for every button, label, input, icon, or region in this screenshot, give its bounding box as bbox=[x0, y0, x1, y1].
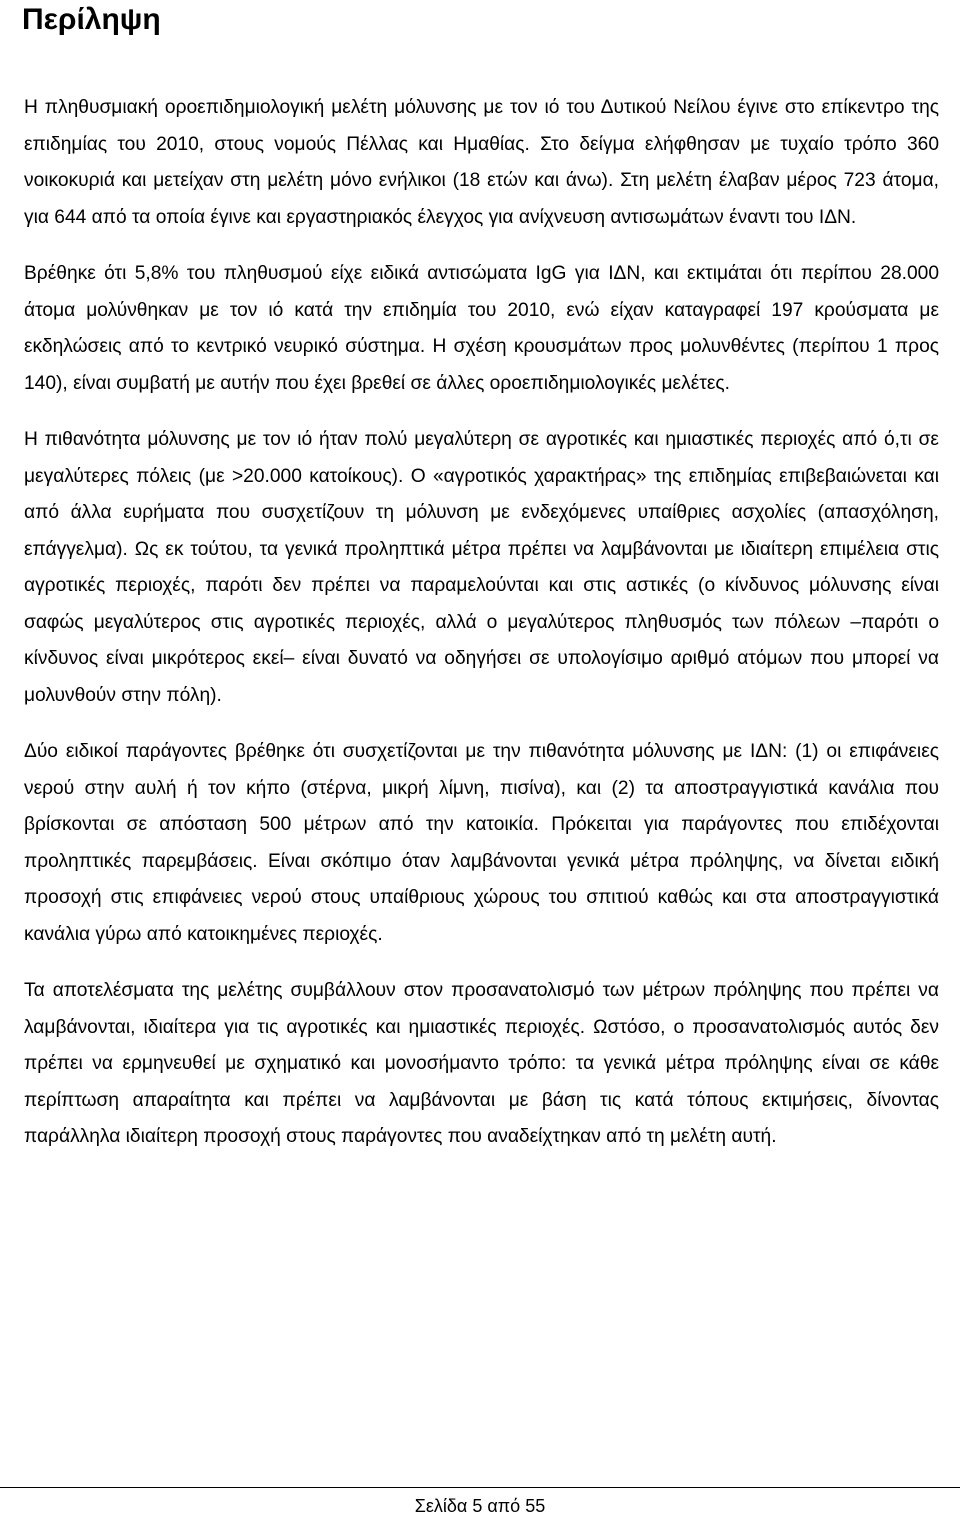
footer-divider bbox=[0, 1487, 960, 1488]
page-number: Σελίδα 5 από 55 bbox=[414, 1496, 546, 1516]
document-body bbox=[24, 90, 939, 1176]
page-title: Περίληψη bbox=[22, 3, 161, 36]
paragraph-2: Βρέθηκε ότι 5,8% του πληθυσμού είχε ειδικά αντισώματα IgG για ΙΔΝ, και εκτιμάται ότι περίπου 28.000 άτομα μολύνθηκαν με τον ιό κατά την επιδημία του 2010, ενώ είχαν καταγραφεί 197 κρούσματα με εκδηλώσεις από το κεντρικό νευρικό σύστημα. Η σχέση κρουσμάτων προς μολυνθέντες (περίπου 1 προς 140), είναι συμβατή με αυτήν που έχει βρεθεί σε άλλες οροεπιδημιολογικές μελέτες. bbox=[24, 263, 939, 394]
paragraph-3: Η πιθανότητα μόλυνσης με τον ιό ήταν πολύ μεγαλύτερη σε αγροτικές και ημιαστικές περιοχές από ό,τι σε μεγαλύτερες πόλεις (με >20.000 κατοίκους). Ο «αγροτικός χαρακτήρας» της επιδημίας επιβεβαιώνεται και από άλλα ευρήματα που συσχετίζουν τη μόλυνση με ενδεχόμενες υπαίθριες ασχολίες (απασχόληση, επάγγελμα). Ως εκ τούτου, τα γενικά προληπτικά μέτρα πρέπει να λαμβάνονται με ιδιαίτερη επιμέλεια στις αγροτικές περιοχές, παρότι δεν πρέπει να παραμελούνται και στις αστικές (ο κίνδυνος μόλυνσης είναι σαφώς μεγαλύτερος στις αγροτικές περιοχές, αλλά ο μεγαλύτερος πληθυσμός των πόλεων –παρότι ο κίνδυνος είναι μικρότερος εκεί– είναι δυνατό να οδηγήσει σε υπολογίσιμο αριθμό ατόμων που μπορεί να μολυνθούν στην πόλη). bbox=[24, 429, 939, 706]
paragraph-4: Δύο ειδικοί παράγοντες βρέθηκε ότι συσχετίζονται με την πιθανότητα μόλυνσης με ΙΔΝ: (1) οι επιφάνειες νερού στην αυλή ή τον κήπο (στέρνα, μικρή λίμνη, πισίνα), και (2) τα αποστραγγιστικά κανάλια που βρίσκονται σε απόσταση 500 μέτρων από την κατοικία. Πρόκειται για παράγοντες που επιδέχονται προληπτικές παρεμβάσεις. Είναι σκόπιμο όταν λαμβάνονται γενικά μέτρα πρόληψης, να δίνεται ειδική προσοχή στις επιφάνειες νερού στους υπαίθριους χώρους του σπιτιού καθώς και στα αποστραγγιστικά κανάλια γύρω από κατοικημένες περιοχές. bbox=[24, 741, 939, 945]
paragraph-1: Η πληθυσμιακή οροεπιδημιολογική μελέτη μόλυνσης με τον ιό του Δυτικού Νείλου έγινε στο επίκεντρο της επιδημίας του 2010, στους νομούς Πέλλας και Ημαθίας. Στο δείγμα ελήφθησαν με τυχαίο τρόπο 360 νοικοκυριά και μετείχαν στη μελέτη μόνο ενήλικοι (18 ετών και άνω). Στη μελέτη έλαβαν μέρος 723 άτομα, για 644 από τα οποία έγινε και εργαστηριακός έλεγχος για ανίχνευση αντισωμάτων έναντι του ΙΔΝ. bbox=[24, 97, 939, 228]
paragraph-5: Τα αποτελέσματα της μελέτης συμβάλλουν στον προσανατολισμό των μέτρων πρόληψης που πρέπει να λαμβάνονται, ιδιαίτερα για τις αγροτικές και ημιαστικές περιοχές. Ωστόσο, ο προσανατολισμός αυτός δεν πρέπει να ερμηνευθεί με σχηματικό και μονοσήμαντο τρόπο: τα γενικά μέτρα πρόληψης είναι σε κάθε περίπτωση απαραίτητα και πρέπει να λαμβάνονται με βάση τις κατά τόπους εκτιμήσεις, δίνοντας παράλληλα ιδιαίτερη προσοχή στους παράγοντες που αναδείχτηκαν από τη μελέτη αυτή. bbox=[24, 980, 939, 1147]
